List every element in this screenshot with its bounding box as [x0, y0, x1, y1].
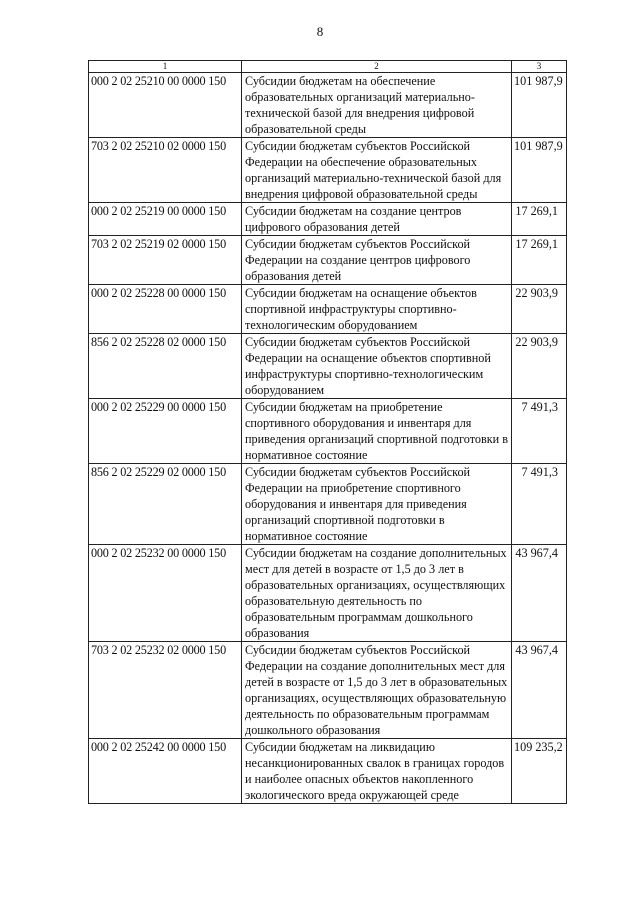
- budget-code: 000 2 02 25228 00 0000 150: [89, 285, 242, 334]
- item-name: Субсидии бюджетам на обеспечение образовательных организаций материально-технической базой для внедрения цифровой образовательной среды: [242, 73, 512, 138]
- item-amount: 22 903,9: [512, 334, 567, 399]
- item-amount: 109 235,2: [512, 739, 567, 804]
- column-header-1: 1: [89, 61, 242, 73]
- item-name: Субсидии бюджетам на оснащение объектов спортивной инфраструктуры спортивно-технологическим оборудованием: [242, 285, 512, 334]
- item-amount: 7 491,3: [512, 399, 567, 464]
- budget-code: 000 2 02 25210 00 0000 150: [89, 73, 242, 138]
- item-name: Субсидии бюджетам на ликвидацию несанкционированных свалок в границах городов и наиболее опасных объектов накопленного экологического вреда окружающей среде: [242, 739, 512, 804]
- table-row: [89, 642, 567, 739]
- item-amount: 17 269,1: [512, 203, 567, 236]
- budget-code: 703 2 02 25232 02 0000 150: [89, 642, 242, 739]
- item-name: Субсидии бюджетам на создание дополнительных мест для детей в возрасте от 1,5 до 3 лет в образовательных организациях, осуществляющих образовательную деятельность по образовательным программам дошкольного образования: [242, 545, 512, 642]
- budget-code: 703 2 02 25210 02 0000 150: [89, 138, 242, 203]
- item-amount: 22 903,9: [512, 285, 567, 334]
- item-name: Субсидии бюджетам субъектов Российской Федерации на создание дополнительных мест для детей в возрасте от 1,5 до 3 лет в образовательных организациях, осуществляющих образовательную деятельность по образовательным программам дошкольного образования: [242, 642, 512, 739]
- table-row: [89, 739, 567, 804]
- item-amount: 7 491,3: [512, 464, 567, 545]
- table-row: [89, 464, 567, 545]
- table-row: [89, 545, 567, 642]
- page-number: 8: [316, 24, 324, 39]
- item-amount: 101 987,9: [512, 73, 567, 138]
- column-header-3: 3: [512, 61, 567, 73]
- budget-table: [88, 60, 567, 804]
- budget-code: 703 2 02 25219 02 0000 150: [89, 236, 242, 285]
- item-amount: 43 967,4: [512, 545, 567, 642]
- item-name: Субсидии бюджетам на создание центров цифрового образования детей: [242, 203, 512, 236]
- table-row: [89, 138, 567, 203]
- column-header-2: 2: [242, 61, 512, 73]
- item-name: Субсидии бюджетам субъектов Российской Федерации на оснащение объектов спортивной инфраструктуры спортивно-технологическим оборудованием: [242, 334, 512, 399]
- budget-code: 000 2 02 25219 00 0000 150: [89, 203, 242, 236]
- header-row: [89, 61, 567, 73]
- item-amount: 43 967,4: [512, 642, 567, 739]
- item-amount: 101 987,9: [512, 138, 567, 203]
- item-name: Субсидии бюджетам субъектов Российской Федерации на обеспечение образовательных организаций материально-технической базой для внедрения цифровой образовательной среды: [242, 138, 512, 203]
- item-amount: 17 269,1: [512, 236, 567, 285]
- table-row: [89, 334, 567, 399]
- table-row: [89, 203, 567, 236]
- table-row: [89, 399, 567, 464]
- budget-code: 000 2 02 25242 00 0000 150: [89, 739, 242, 804]
- table-row: [89, 236, 567, 285]
- budget-code: 856 2 02 25229 02 0000 150: [89, 464, 242, 545]
- budget-code: 000 2 02 25232 00 0000 150: [89, 545, 242, 642]
- item-name: Субсидии бюджетам субъектов Российской Федерации на создание центров цифрового образования детей: [242, 236, 512, 285]
- table-row: [89, 73, 567, 138]
- budget-code: 856 2 02 25228 02 0000 150: [89, 334, 242, 399]
- table-row: [89, 285, 567, 334]
- item-name: Субсидии бюджетам субъектов Российской Федерации на приобретение спортивного оборудования и инвентаря для приведения организаций спортивной подготовки в нормативное состояние: [242, 464, 512, 545]
- item-name: Субсидии бюджетам на приобретение спортивного оборудования и инвентаря для приведения организаций спортивной подготовки в нормативное состояние: [242, 399, 512, 464]
- budget-code: 000 2 02 25229 00 0000 150: [89, 399, 242, 464]
